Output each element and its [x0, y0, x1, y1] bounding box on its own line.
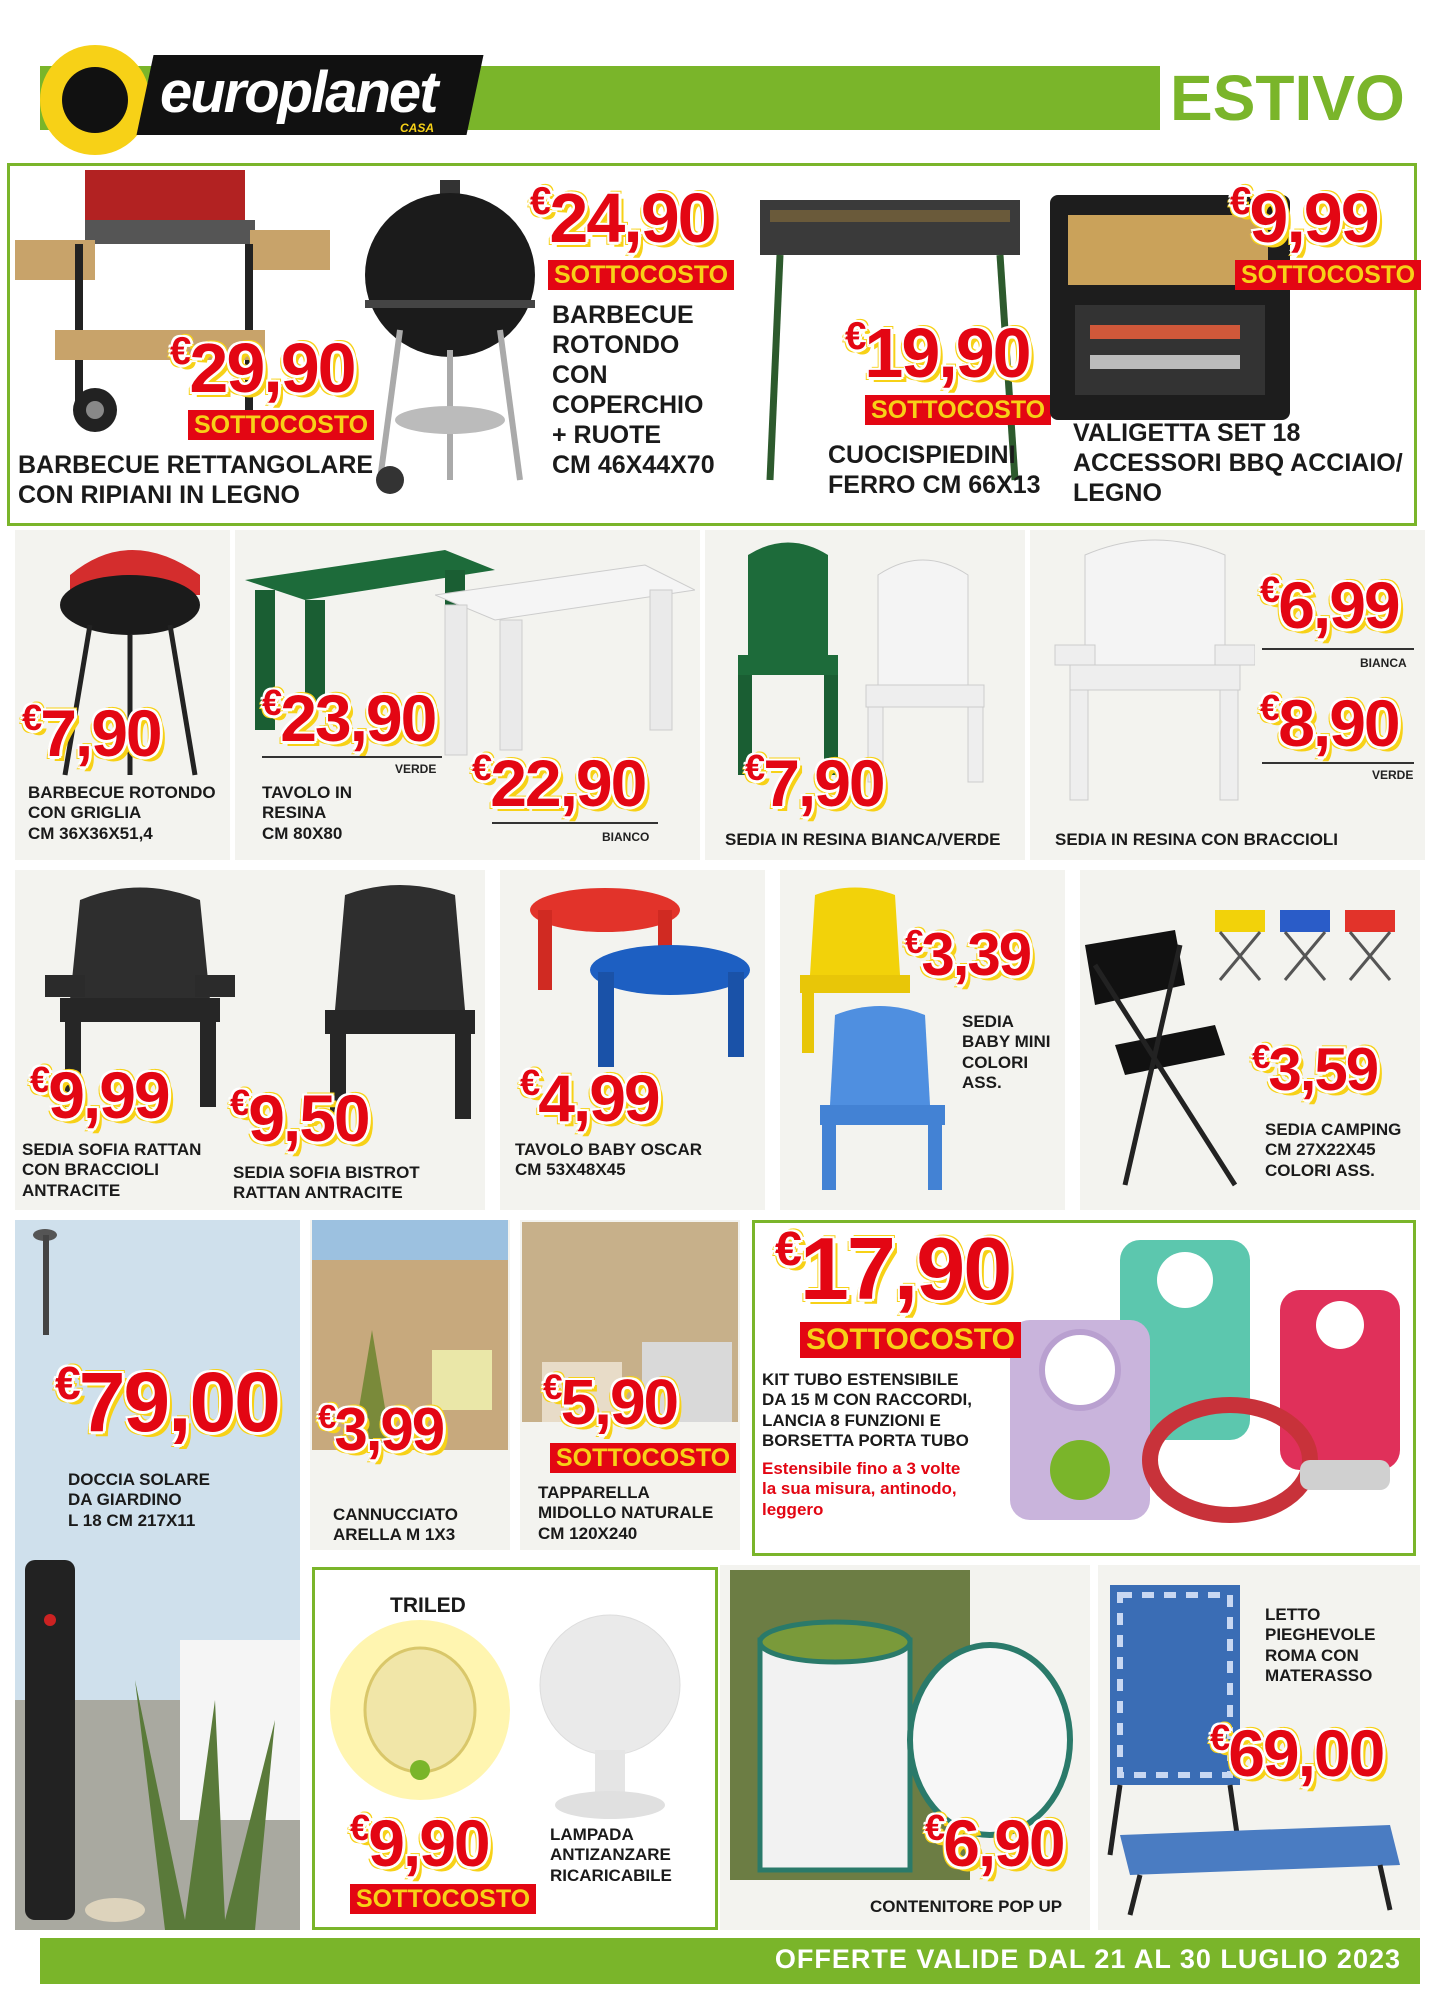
solar-shower-price: €79,00 [55, 1355, 279, 1449]
sofia-rattan-price: €9,99 [30, 1058, 169, 1132]
reed-fence-description: CANNUCCIATO ARELLA M 1X3 [333, 1505, 458, 1545]
baby-chair-price: €3,39 [905, 921, 1031, 988]
bbq-tool-case-description: VALIGETTA SET 18 ACCESSORI BBQ ACCIAIO/ LEGNO [1073, 419, 1403, 507]
brand-logo [40, 45, 440, 145]
resin-table-green-label: VERDE [395, 762, 437, 776]
armchair-green-price: €8,90 [1260, 686, 1399, 760]
solar-shower-description: DOCCIA SOLARE DA GIARDINO L 18 CM 217X11 [68, 1470, 210, 1530]
roller-blind-price: €5,90 [543, 1366, 678, 1438]
camping-stool-price: €3,59 [1252, 1036, 1378, 1103]
mosquito-lamp-price: €9,90 [350, 1806, 489, 1880]
resin-table-description: TAVOLO IN RESINA CM 80X80 [262, 783, 353, 843]
roller-blind-description: TAPPARELLA MIDOLLO NATURALE CM 120X240 [538, 1483, 714, 1543]
bbq-tool-case-sottocosto: SOTTOCOSTO [1235, 260, 1421, 290]
mosquito-lamp-description: LAMPADA ANTIZANZARE RICARICABILE [550, 1825, 672, 1885]
skewer-cooker-sottocosto: SOTTOCOSTO [865, 395, 1051, 425]
resin-chair-price: €7,90 [745, 746, 884, 820]
bbq-round-kettle-image [360, 180, 540, 500]
bbq-grill-description: BARBECUE ROTONDO CON GRIGLIA CM 36X36X51,4 [28, 783, 216, 843]
armchair-description: SEDIA IN RESINA CON BRACCIOLI [1055, 830, 1339, 849]
baby-table-oscar-price: €4,99 [520, 1061, 659, 1135]
reed-fence-price: €3,99 [318, 1396, 444, 1463]
baby-table-oscar-image [520, 880, 750, 1070]
bbq-round-description: BARBECUE ROTONDO CON COPERCHIO + RUOTE CM 46X44X70 [552, 301, 715, 479]
roller-blind-sottocosto: SOTTOCOSTO [550, 1443, 736, 1473]
hose-kit-note: Estensibile fino a 3 volte la sua misura, antinodo, leggero [762, 1459, 961, 1519]
hose-kit-sottocosto: SOTTOCOSTO [800, 1322, 1021, 1358]
lamp-brand: TRILED [390, 1594, 466, 1617]
baby-chair-description: SEDIA BABY MINI COLORI ASS. [962, 1012, 1051, 1093]
armchair-white-price: €6,99 [1260, 568, 1399, 642]
logo-icon [40, 45, 150, 155]
armchair-resin-image [1045, 535, 1255, 805]
sofia-bistrot-price: €9,50 [230, 1081, 369, 1155]
folding-bed-price: €69,00 [1210, 1716, 1384, 1790]
armchair-white-label: BIANCA [1360, 656, 1407, 670]
resin-table-white-label: BIANCO [602, 830, 650, 844]
resin-table-green-price: €23,90 [262, 681, 436, 755]
bbq-rectangular-description: BARBECUE RETTANGOLARE CON RIPIANI IN LEGNO [18, 451, 374, 509]
bbq-round-price: €24,90 [530, 179, 715, 257]
bbq-grill-price: €7,90 [22, 696, 161, 770]
solar-shower-image [15, 1220, 300, 1930]
skewer-cooker-description: CUOCISPIEDINI FERRO CM 66X13 [828, 441, 1041, 499]
sofia-rattan-description: SEDIA SOFIA RATTAN CON BRACCIOLI ANTRACITE [22, 1140, 202, 1200]
resin-chair-description: SEDIA IN RESINA BIANCA/VERDE [725, 830, 1001, 849]
hose-kit-description: KIT TUBO ESTENSIBILE DA 15 M CON RACCORDI, LANCIA 8 FUNZIONI E BORSETTA PORTA TUBO [762, 1370, 972, 1451]
bbq-rectangular-price: €29,90 [170, 329, 355, 407]
popup-container-description: CONTENITORE POP UP [870, 1897, 1063, 1916]
mosquito-lamp-sottocosto: SOTTOCOSTO [350, 1884, 536, 1914]
brand-name: europlanet [160, 60, 437, 125]
hose-kit-price: €17,90 [775, 1219, 1011, 1318]
bbq-round-sottocosto: SOTTOCOSTO [548, 260, 734, 290]
folding-bed-description: LETTO PIEGHEVOLE ROMA CON MATERASSO [1265, 1605, 1376, 1686]
validity-text: OFFERTE VALIDE DAL 21 AL 30 LUGLIO 2023 [774, 1944, 1401, 1974]
sofia-bistrot-description: SEDIA SOFIA BISTROT RATTAN ANTRACITE [233, 1163, 420, 1203]
bbq-rectangular-sottocosto: SOTTOCOSTO [188, 410, 374, 440]
section-title: ESTIVO [1170, 62, 1405, 134]
armchair-green-label: VERDE [1372, 768, 1414, 782]
camping-stool-description: SEDIA CAMPING CM 27X22X45 COLORI ASS. [1265, 1120, 1402, 1180]
hose-kit-image [1000, 1230, 1405, 1530]
skewer-cooker-price: €19,90 [845, 314, 1030, 392]
bbq-tool-case-price: €9,99 [1230, 179, 1378, 257]
brand-sub: CASA [400, 121, 435, 135]
popup-container-price: €6,90 [925, 1806, 1064, 1880]
baby-table-oscar-description: TAVOLO BABY OSCAR CM 53X48X45 [515, 1140, 703, 1180]
resin-table-white-price: €22,90 [472, 746, 646, 820]
resin-table-white-image [435, 555, 695, 765]
